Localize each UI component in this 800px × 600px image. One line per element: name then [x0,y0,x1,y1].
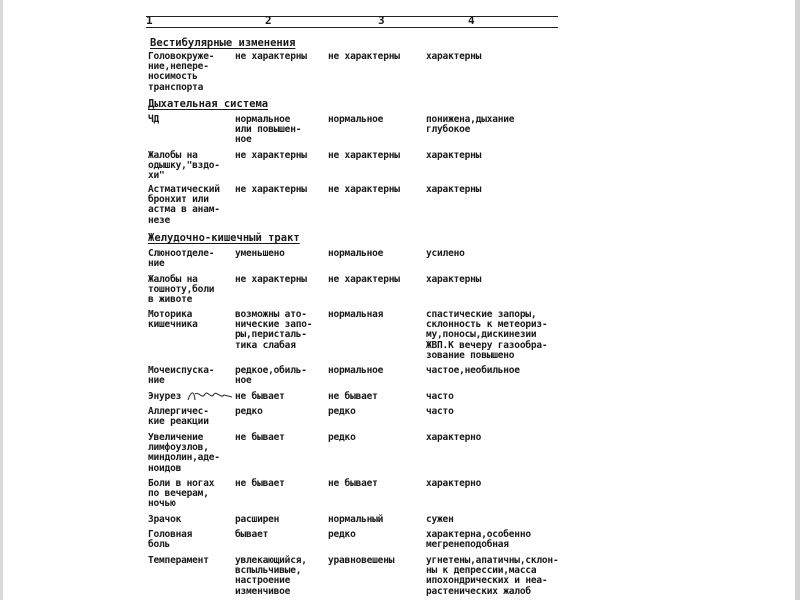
row-2-col-4: понижена,дыхание глубокое [426,114,515,136]
row-11-col-3: редко [328,432,356,443]
left-page-edge [0,0,3,600]
header-col-3: 3 [378,14,385,27]
row-3-col-2: не характерны [235,150,307,161]
row-4-col-2: не характерны [235,184,307,195]
row-13-col-2: расширен [235,514,280,525]
row-15-col-2: увлекающийся, вспыльчивые, настроение изменчивое [235,555,307,597]
row-2-col-3: нормальное [328,114,384,125]
row-10-symptom: Аллергичес- кие реакции [148,406,209,428]
row-4-symptom: Астматический бронхит или астма в анам- незе [148,184,220,226]
row-3-symptom: Жалобы на одышку,"вздо- хи" [148,150,220,182]
row-15-symptom: Темперамент [148,555,209,566]
row-13-col-4: сужен [426,514,454,525]
row-6-col-4: характерны [426,274,482,285]
right-page-edge [795,0,800,600]
row-2-col-2: нормальное или повышен- ное [235,114,302,146]
row-5-col-3: нормальное [328,248,384,259]
row-9-col-2: не бывает [235,391,285,402]
header-col-2: 2 [265,14,272,27]
row-6-col-2: не характерны [235,274,307,285]
row-9-col-3: не бывает [328,391,378,402]
row-12-col-2: не бывает [235,478,285,489]
row-8-symptom: Мочеиспуска- ние [148,365,215,387]
row-11-symptom: Увеличение лимфоузлов, миндолин,аде- ноидов [148,432,220,474]
row-3-col-3: не характерны [328,150,400,161]
row-2-symptom: ЧД [148,114,160,125]
row-11-col-4: характерно [426,432,482,443]
section-heading-vestibular: Вестибулярные изменения [150,37,296,49]
row-12-col-3: не бывает [328,478,378,489]
row-14-col-4: характерна,особенно мегренеподобная [426,529,531,551]
row-4-col-3: не характерны [328,184,400,195]
row-1-col-2: не характерны [235,51,307,62]
row-10-col-2: редко [235,406,263,417]
row-8-col-2: редкое,обиль- ное [235,365,307,387]
section-heading-gastro: Желудочно-кишечный тракт [148,232,300,244]
row-13-symptom: Зрачок [148,514,182,525]
row-9-col-4: часто [426,391,454,402]
row-7-col-3: нормальная [328,309,384,320]
scanned-document [138,0,560,600]
row-5-symptom: Слюноотделе- ние [148,248,215,270]
header-bottom-rule [146,27,558,28]
row-1-col-3: не характерны [328,51,400,62]
row-8-col-3: нормальное [328,365,384,376]
header-col-4: 4 [468,14,475,27]
row-12-symptom: Боли в ногах по вечерам, ночью [148,478,215,510]
row-7-col-4: спастические запоры, склонность к метеориз- му,поносы,дискинезии ЖВП.К вечеру газообра- зование повышено [426,309,548,361]
row-14-symptom: Головная боль [148,529,193,551]
row-10-col-3: редко [328,406,356,417]
row-6-symptom: Жалобы на тошноту,боли в животе [148,274,215,306]
row-11-col-2: не бывает [235,432,285,443]
row-15-col-4: угнетены,апатичны,склон- ны к депрессии,масса ипохондрических и неа- растенических жалоб [426,555,559,597]
handwritten-annotation [186,388,234,404]
row-13-col-3: нормальный [328,514,384,525]
row-6-col-3: не характерны [328,274,400,285]
row-5-col-4: усилено [426,248,465,259]
row-7-col-2: возможны ато- нические запо- ры,перисталь- тика слабая [235,309,313,351]
section-heading-respiratory: Дыхательная система [148,98,269,110]
row-15-col-3: уравновешены [328,555,395,566]
row-10-col-4: часто [426,406,454,417]
row-14-col-3: редко [328,529,356,540]
row-9-symptom: Энурез [148,391,182,402]
row-3-col-4: характерны [426,150,482,161]
row-14-col-2: бывает [235,529,269,540]
header-top-rule [146,16,558,17]
row-1-symptom: Головокруже- ние,непере- носимость транспорта [148,51,215,93]
row-7-symptom: Моторика кишечника [148,309,198,331]
row-12-col-4: характерно [426,478,482,489]
row-5-col-2: уменьшено [235,248,285,259]
row-8-col-4: частое,необильное [426,365,520,376]
header-col-1: 1 [146,14,153,27]
row-4-col-4: характерны [426,184,482,195]
row-1-col-4: характерны [426,51,482,62]
